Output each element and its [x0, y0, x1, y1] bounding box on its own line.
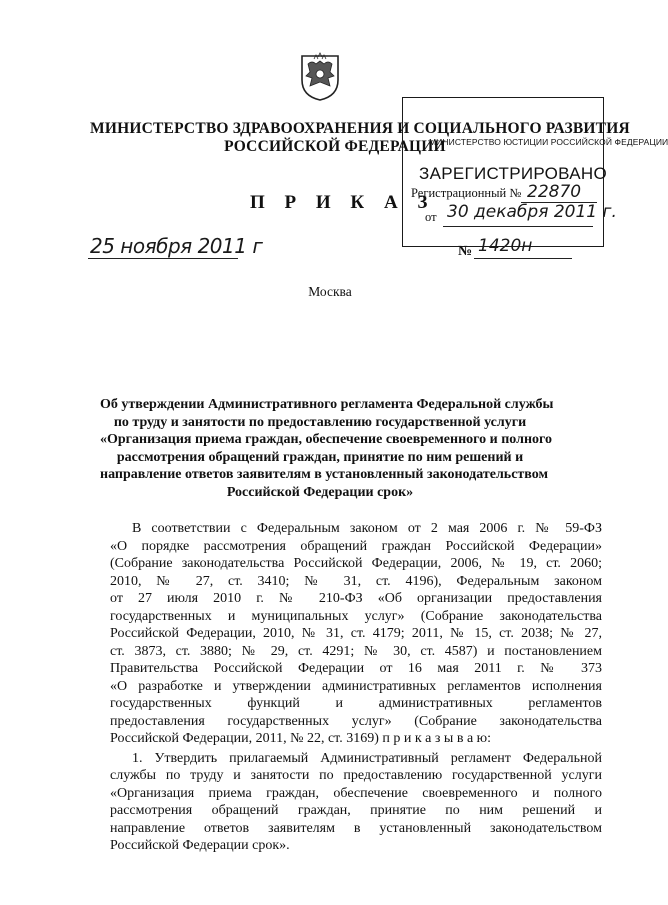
title-line: направление ответов заявителям в установленный законодательством [100, 467, 549, 483]
preamble-line: Правительства Российской Федерации от 16 мая 2011 г. № 373 [110, 661, 602, 676]
preamble-line: государственных функций и административных регламентов [110, 696, 602, 711]
title-line: Российской Федерации срок» [226, 484, 414, 500]
order-number-underline [474, 258, 572, 259]
preamble-line: «О порядке рассмотрения обращений граждан Российской Федерации» [110, 538, 602, 554]
item-1-line: Российской Федерации срок». [110, 838, 290, 853]
handwritten-date: 25 ноября 2011 г [90, 234, 263, 258]
date-underline [88, 258, 238, 259]
preamble-line: «О разработке и утверждении административных регламентов исполнения [110, 678, 602, 694]
title-line: Об утверждении Административного регламента Федеральной службы [100, 397, 554, 412]
document-type-heading: П Р И К А З [250, 192, 435, 213]
stamp-reg-number: 22870 [527, 182, 582, 202]
order-body [110, 520, 602, 855]
preamble-line: 2010, № 27, ст. 3410; № 31, ст. 4196), Федеральным законом [110, 573, 602, 589]
item-1-line: 1. Утвердить прилагаемый Административный регламент Федеральной [132, 750, 602, 766]
title-line: «Организация приема граждан, обеспечение своевременного и полного [100, 432, 553, 448]
preamble-line: Российской Федерации, 2011, № 22, ст. 3169) п р и к а з ы в а ю: [110, 731, 492, 746]
ministry-name-line1: МИНИСТЕРСТВО ЗДРАВООХРАНЕНИЯ И СОЦИАЛЬНОГО РАЗВИТИЯ [90, 120, 630, 137]
preamble-line: предоставления государственных услуг» (Собрание законодательства [110, 713, 602, 729]
preamble-line: (Собрание законодательства Российской Федерации, 2006, № 19, ст. 2060; [110, 556, 602, 571]
ministry-name-line2: РОССИЙСКОЙ ФЕДЕРАЦИИ [224, 138, 446, 155]
city-name: Москва [308, 284, 352, 299]
preamble-line: государственных и муниципальных услуг» (Собрание законодательства [110, 608, 602, 624]
title-line: по труду и занятости по предоставлению государственной услуги [113, 414, 527, 430]
item-1-line: направление ответов заявителям в установленный законодательством [110, 820, 602, 836]
order-title [100, 396, 554, 502]
item-1-line: «Организация приема граждан, обеспечение своевременного и полного [110, 785, 602, 801]
stamp-registration-date: 30 декабря 2011 г. [447, 202, 617, 222]
preamble-paragraph [110, 520, 602, 748]
item-1-paragraph [110, 750, 602, 855]
stamp-date-underline [443, 226, 593, 227]
preamble-line: В соответствии с Федеральным законом от 2 мая 2006 г. № 59-ФЗ [132, 521, 602, 536]
title-line: рассмотрения обращений граждан, принятие по ним решений и [116, 449, 524, 465]
coat-of-arms-emblem [296, 50, 344, 102]
registration-stamp [402, 97, 668, 247]
preamble-line: Российской Федерации, 2010, № 31, ст. 4179; 2011, № 15, ст. 2038; № 27, [110, 626, 602, 641]
stamp-from-label: от [425, 210, 437, 224]
preamble-line: от 27 июля 2010 г. № 210-ФЗ «Об организации предоставления [110, 591, 602, 606]
item-1-line: рассмотрения обращений граждан, принятие по ним решений и [110, 803, 602, 818]
preamble-line: ст. 3873, ст. 3880; № 29, ст. 4291; № 30, ст. 4587) и постановлением [110, 643, 602, 659]
order-number-label: № [458, 244, 473, 259]
item-1-line: службы по труду и занятости по предоставлению государственной услуги [110, 768, 602, 783]
stamp-reg-number-label: Регистрационный № [411, 186, 522, 200]
stamp-registered-label: ЗАРЕГИСТРИРОВАНО [419, 164, 607, 183]
handwritten-order-number: 1420н [478, 236, 533, 256]
stamp-ministry-name: МИНИСТЕРСТВО ЮСТИЦИИ РОССИЙСКОЙ ФЕДЕРАЦИИ [429, 137, 668, 147]
